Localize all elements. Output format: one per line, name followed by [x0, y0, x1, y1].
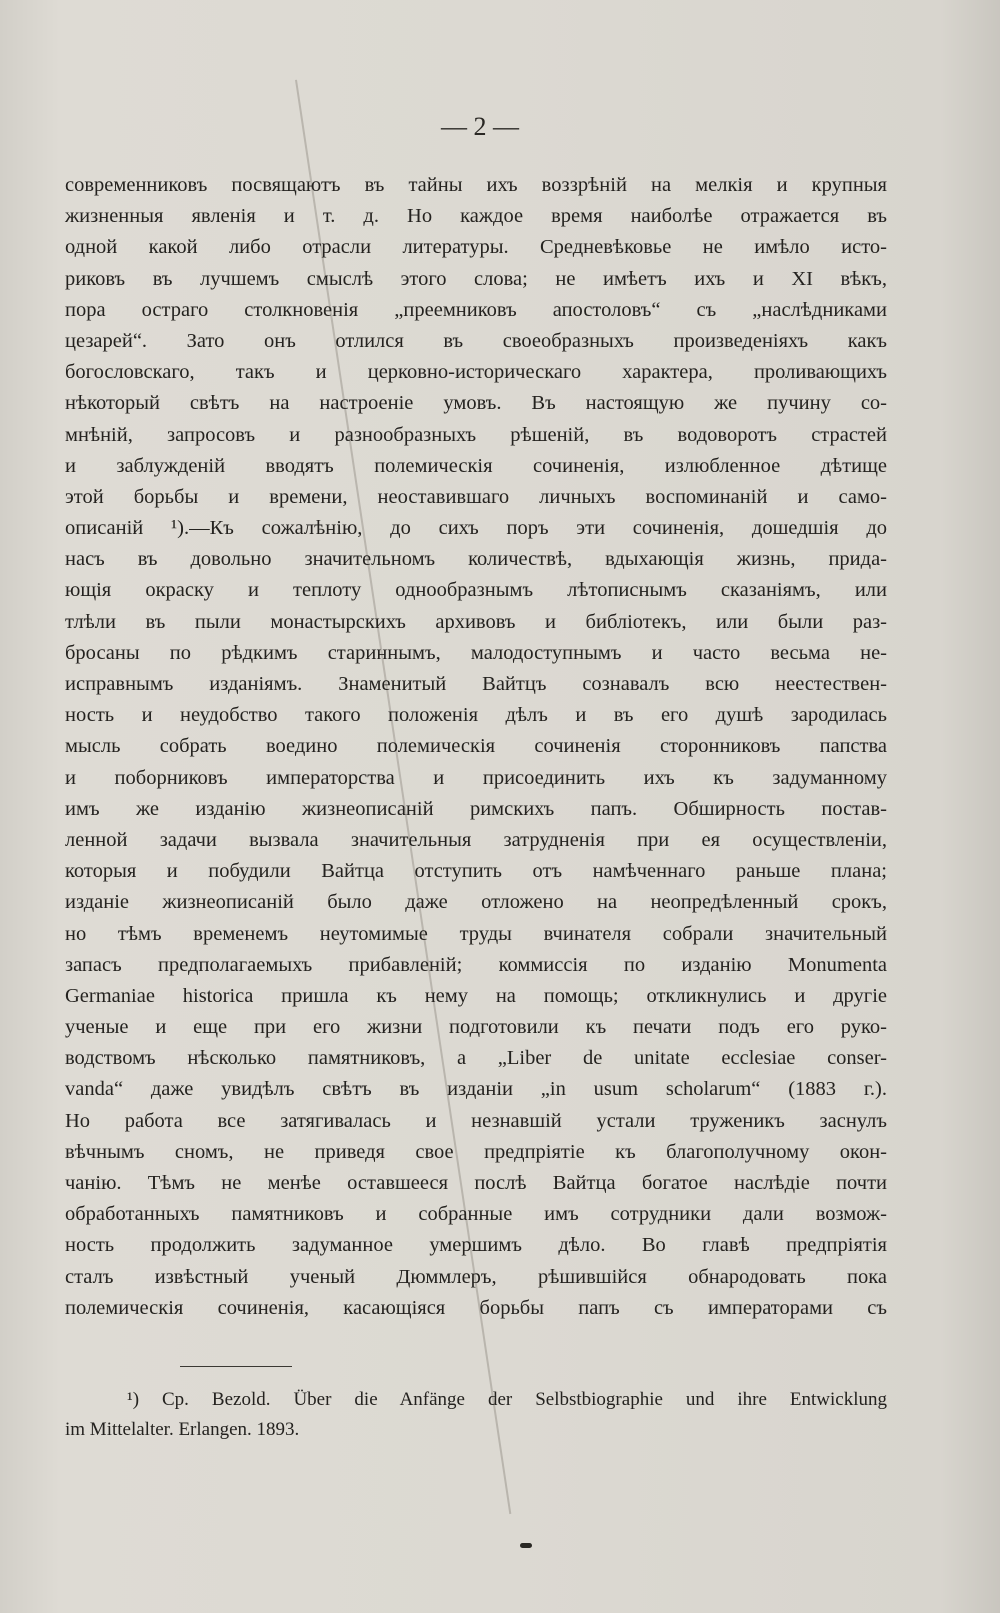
text-line: которыя и побудили Вайтца отступить отъ намѣченнаго раньше плана;	[65, 860, 887, 883]
text-line: ющія окраску и теплоту однообразнымъ лѣтописнымъ сказаніямъ, или	[65, 579, 887, 602]
text-line: ность продолжить задуманное умершимъ дѣло. Во главѣ предпріятія	[65, 1234, 887, 1257]
footnote-line: ¹) Cp. Bezold. Über die Anfänge der Selbstbiographie und ihre Entwicklung	[127, 1389, 887, 1410]
text-line: vanda“ даже увидѣлъ свѣтъ въ изданіи „in usum scholarum“ (1883 г.).	[65, 1078, 887, 1101]
footnote-block	[65, 1385, 887, 1445]
text-line: тлѣли въ пыли монастырскихъ архивовъ и библіотекъ, или были раз-	[65, 610, 887, 633]
text-line: и заблужденій вводятъ полемическія сочиненія, излюбленное дѣтище	[65, 454, 887, 477]
text-line: но тѣмъ временемъ неутомимые труды вчинателя собрали значительный	[65, 922, 887, 945]
text-line: вѣчнымъ сномъ, не приведя свое предпріятіе къ благополучному окон-	[65, 1140, 887, 1163]
text-line: имъ же изданію жизнеописаній римскихъ папъ. Обширность постав-	[65, 797, 887, 820]
text-line: сталъ извѣстный ученый Дюммлеръ, рѣшившійся обнародовать пока	[65, 1265, 887, 1288]
text-line: чанію. Тѣмъ не менѣе оставшееся послѣ Вайтца богатое наслѣдіе почти	[65, 1172, 887, 1194]
text-line: и поборниковъ императорства и присоединить ихъ къ задуманному	[65, 766, 887, 789]
text-line: этой борьбы и времени, неоставившаго личныхъ воспоминаній и само-	[65, 485, 887, 508]
footnote-line: im Mittelalter. Erlangen. 1893.	[65, 1419, 300, 1440]
main-text-block	[65, 170, 887, 1324]
text-line: полемическія сочиненія, касающіяся борьбы папъ съ императорами съ	[65, 1296, 887, 1319]
text-line: богословскаго, такъ и церковно-историческаго характера, проливающихъ	[65, 361, 887, 384]
footnote-separator	[180, 1366, 292, 1367]
printer-mark	[520, 1543, 532, 1548]
text-line: насъ въ довольно значительномъ количествѣ, вдыхающія жизнь, прида-	[65, 548, 887, 571]
text-line: мнѣній, запросовъ и разнообразныхъ рѣшеній, въ водоворотъ страстей	[65, 423, 887, 446]
text-line: запасъ предполагаемыхъ прибавленій; коммиссія по изданію Monumenta	[65, 953, 887, 976]
text-line: Germaniae historica пришла къ нему на помощь; откликнулись и другіе	[65, 984, 887, 1007]
text-line: риковъ въ лучшемъ смыслѣ этого слова; не имѣетъ ихъ и XI вѣкъ,	[65, 267, 887, 290]
text-line: бросаны по рѣдкимъ стариннымъ, малодоступнымъ и часто весьма не-	[65, 641, 887, 664]
text-line: обработанныхъ памятниковъ и собранные имъ сотрудники дали возмож-	[65, 1203, 887, 1226]
text-line: цезарей“. Зато онъ отлился въ своеобразныхъ произведеніяхъ какъ	[65, 329, 887, 352]
text-line: изданіе жизнеописаній было даже отложено на неопредѣленный срокъ,	[65, 891, 887, 914]
text-line: описаній ¹).—Къ сожалѣнію, до сихъ поръ эти сочиненія, дошедшія до	[65, 517, 887, 540]
text-line: ность и неудобство такого положенія дѣлъ и въ его душѣ зародилась	[65, 704, 887, 727]
text-line: современниковъ посвящаютъ въ тайны ихъ воззрѣній на мелкія и крупныя	[65, 174, 887, 196]
text-line: пора остраго столкновенія „преемниковъ апостоловъ“ съ „наслѣдниками	[65, 298, 887, 321]
text-line: мысль собрать воедино полемическія сочиненія сторонниковъ папства	[65, 735, 887, 758]
text-line: водствомъ нѣсколько памятниковъ, а „Liber de unitate ecclesiae conser-	[65, 1047, 887, 1070]
text-line: жизненныя явленія и т. д. Но каждое время наиболѣе отражается въ	[65, 205, 887, 228]
text-line: Но работа все затягивалась и незнавшій устали труженикъ заснулъ	[65, 1109, 887, 1132]
page-number: — 2 —	[441, 112, 519, 141]
text-line: исправнымъ изданіямъ. Знаменитый Вайтцъ сознавалъ всю неестествен-	[65, 673, 887, 695]
text-line: одной какой либо отрасли литературы. Средневѣковье не имѣло исто-	[65, 236, 887, 259]
text-line: нѣкоторый свѣтъ на настроеніе умовъ. Въ настоящую же пучину со-	[65, 392, 887, 415]
text-line: ленной задачи вызвала значительныя затрудненія при ея осуществленіи,	[65, 828, 887, 851]
text-line: ученые и еще при его жизни подготовили къ печати подъ его руко-	[65, 1016, 887, 1039]
